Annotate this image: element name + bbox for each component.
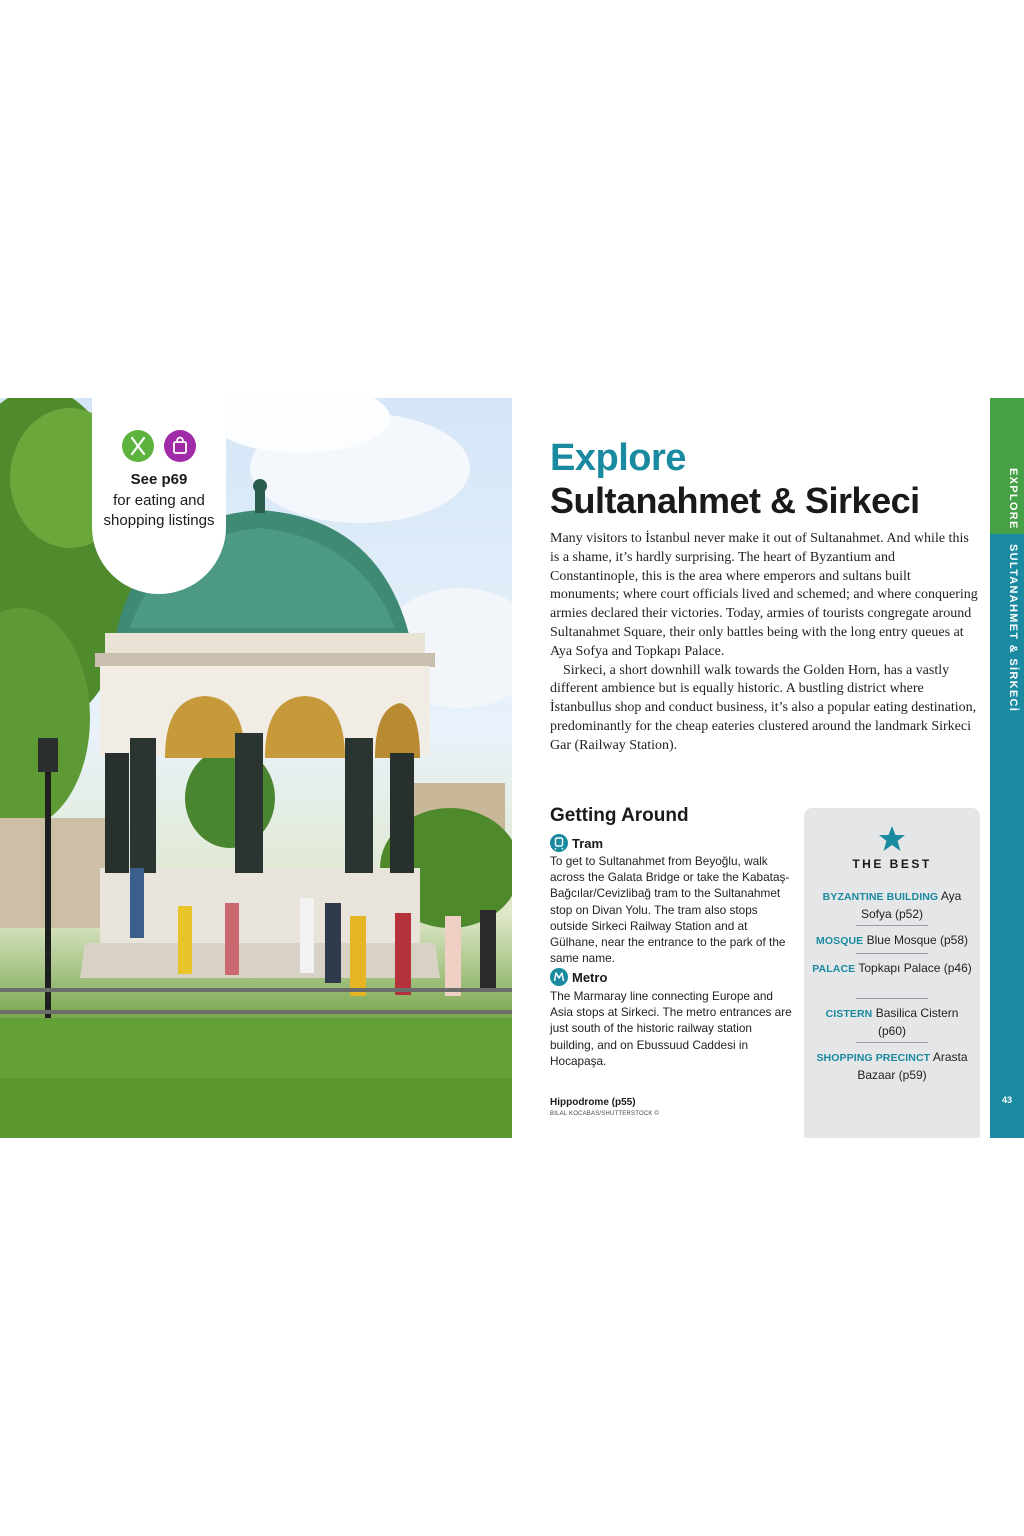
intro-paragraph-1: Many visitors to İstanbul never make it out of Sultanahmet. And while this is a shame, it’s hardly surprising. The heart of Byzantium and Constantinople, this is the area where emperors and sultans built monuments; where court officials lived and schemed; and where conquering armies declared their victories. Today, armies of tourists congregate around Sultanahmet Square, their only battles being with the long entry queues at Aya Sofya and Topkapı Palace. (550, 531, 978, 659)
photo-caption: Hippodrome (p55) (550, 1097, 636, 1108)
side-tab-chapter-label: SULTANAHMET & SİRKECİ (1007, 544, 1019, 713)
tram-text: To get to Sultanahmet from Beyoğlu, walk across the Galata Bridge or take the Kabataş-Bağcılar/Cevizlibağ tram to the Sultanahmet stop on Divan Yolu. The tram also stops outside Sirkeci Railway Station and at Gülhane, near the entrance to the park of the same name. (550, 854, 790, 966)
page-title: Sultanahmet & Sirkeci (550, 480, 920, 521)
best-item (812, 960, 972, 978)
metro-icon (550, 968, 568, 986)
see-page-reference: See p69 (130, 471, 188, 488)
best-item-category: MOSQUE (815, 935, 864, 947)
shopping-bag-icon (164, 430, 196, 462)
best-item-category: CISTERN (825, 1008, 873, 1020)
star-icon (877, 824, 907, 854)
chapter-side-tab (990, 398, 1024, 1138)
tram-heading (550, 834, 603, 854)
side-tab-explore-label: EXPLORE (1007, 468, 1019, 530)
best-item (812, 932, 972, 950)
metro-label: Metro (572, 970, 608, 985)
intro-paragraph-2: Sirkeci, a short downhill walk towards the Golden Horn, has a vastly different ambience but is equally historic. A bustling district where İstanbullus shop and conduct business, it’s also a popular eating destination, predominantly for the cheap eateries clustered around the landmark Sirkeci Gar (Railway Station). (550, 662, 977, 753)
tram-icon (550, 834, 568, 852)
best-item-name: Basilica Cistern (p60) (875, 1006, 959, 1038)
getting-around-heading: Getting Around (550, 805, 689, 826)
best-item (812, 1049, 972, 1083)
metro-text: The Marmaray line connecting Europe and Asia stops at Sirkeci. The metro entrances are just south of the historic railway station building, and on Ebussuud Caddesi in Hocapaşa. (550, 989, 792, 1068)
the-best-title: THE BEST (852, 857, 932, 871)
fountain-illustration (0, 398, 512, 1138)
best-item (812, 888, 972, 922)
page-number: 43 (1001, 1095, 1012, 1105)
best-divider (856, 1042, 928, 1043)
best-divider (856, 925, 928, 926)
best-item-name: Aya Sofya (p52) (860, 889, 962, 921)
best-item-category: SHOPPING PRECINCT (816, 1052, 931, 1064)
listings-description: for eating and shopping listings (103, 492, 215, 529)
intro-text (550, 530, 980, 756)
explore-label: Explore (550, 437, 686, 479)
best-divider (856, 953, 928, 954)
best-item-name: Arasta Bazaar (p59) (857, 1050, 968, 1082)
best-item-name: Blue Mosque (p58) (866, 933, 968, 947)
best-item-category: BYZANTINE BUILDING (822, 891, 939, 903)
best-item-category: PALACE (812, 963, 856, 975)
best-item-name: Topkapı Palace (p46) (858, 961, 972, 975)
tram-label: Tram (572, 836, 604, 851)
metro-heading (550, 968, 607, 988)
hero-photo (0, 398, 512, 1138)
the-best-box (804, 808, 980, 1138)
best-item (812, 1005, 972, 1039)
fork-knife-icon (122, 430, 154, 462)
listings-badge (92, 398, 226, 594)
best-divider (856, 998, 928, 999)
photo-credit: BILAL KOCABAS/SHUTTERSTOCK © (550, 1111, 660, 1117)
